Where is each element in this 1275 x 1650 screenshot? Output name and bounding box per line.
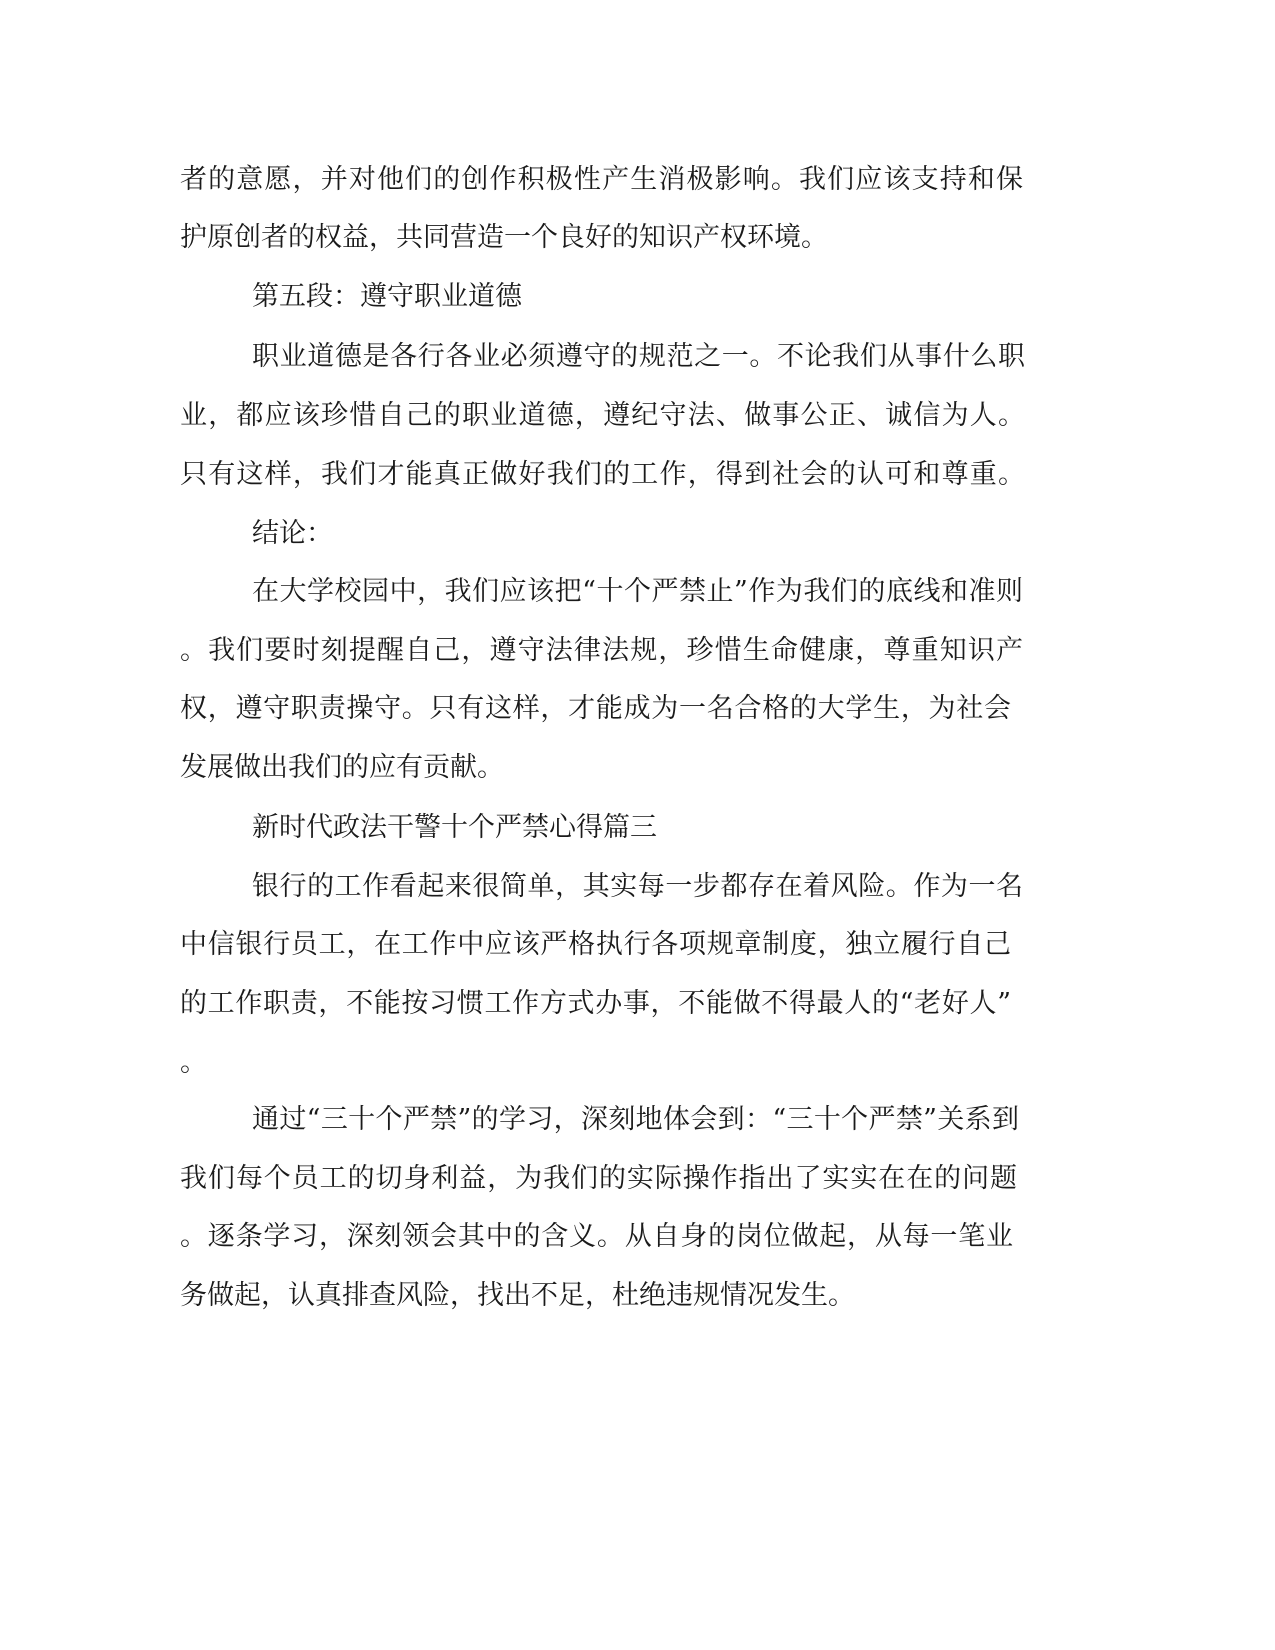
text-line: 。 <box>180 1047 207 1078</box>
section-heading: 新时代政法干警十个严禁心得篇三 <box>252 812 657 843</box>
text-line: 权，遵守职责操守。只有这样，才能成为一名合格的大学生，为社会 <box>180 693 1011 724</box>
text-line: 务做起，认真排查风险，找出不足，杜绝违规情况发生。 <box>180 1280 855 1311</box>
text-line: 中信银行员工，在工作中应该严格执行各项规章制度，独立履行自己 <box>180 929 1011 960</box>
text-line: 者的意愿，并对他们的创作积极性产生消极影响。我们应该支持和保 <box>180 164 1023 195</box>
text-line: 发展做出我们的应有贡献。 <box>180 752 504 783</box>
text-line: 我们每个员工的切身利益，为我们的实际操作指出了实实在在的问题 <box>180 1163 1017 1194</box>
text-line: 。我们要时刻提醒自己，遵守法律法规，珍惜生命健康，尊重知识产 <box>180 635 1023 666</box>
text-line: 银行的工作看起来很简单，其实每一步都存在着风险。作为一名 <box>252 871 1023 902</box>
text-line: 通过“三十个严禁”的学习，深刻地体会到：“三十个严禁”关系到 <box>252 1104 1019 1135</box>
text-line: 。逐条学习，深刻领会其中的含义。从自身的岗位做起，从每一笔业 <box>180 1221 1013 1252</box>
text-line: 护原创者的权益，共同营造一个良好的知识产权环境。 <box>180 222 828 253</box>
text-line: 只有这样，我们才能真正做好我们的工作，得到社会的认可和尊重。 <box>180 459 1025 490</box>
text-line: 的工作职责，不能按习惯工作方式办事，不能做不得最人的“老好人” <box>180 988 1011 1019</box>
text-line: 在大学校园中，我们应该把“十个严禁止”作为我们的底线和准则 <box>252 576 1023 607</box>
text-line: 职业道德是各行各业必须遵守的规范之一。不论我们从事什么职 <box>252 341 1025 372</box>
section-heading: 第五段：遵守职业道德 <box>252 281 522 312</box>
text-line: 业，都应该珍惜自己的职业道德，遵纪守法、做事公正、诚信为人。 <box>180 400 1025 431</box>
section-heading: 结论： <box>252 518 333 549</box>
